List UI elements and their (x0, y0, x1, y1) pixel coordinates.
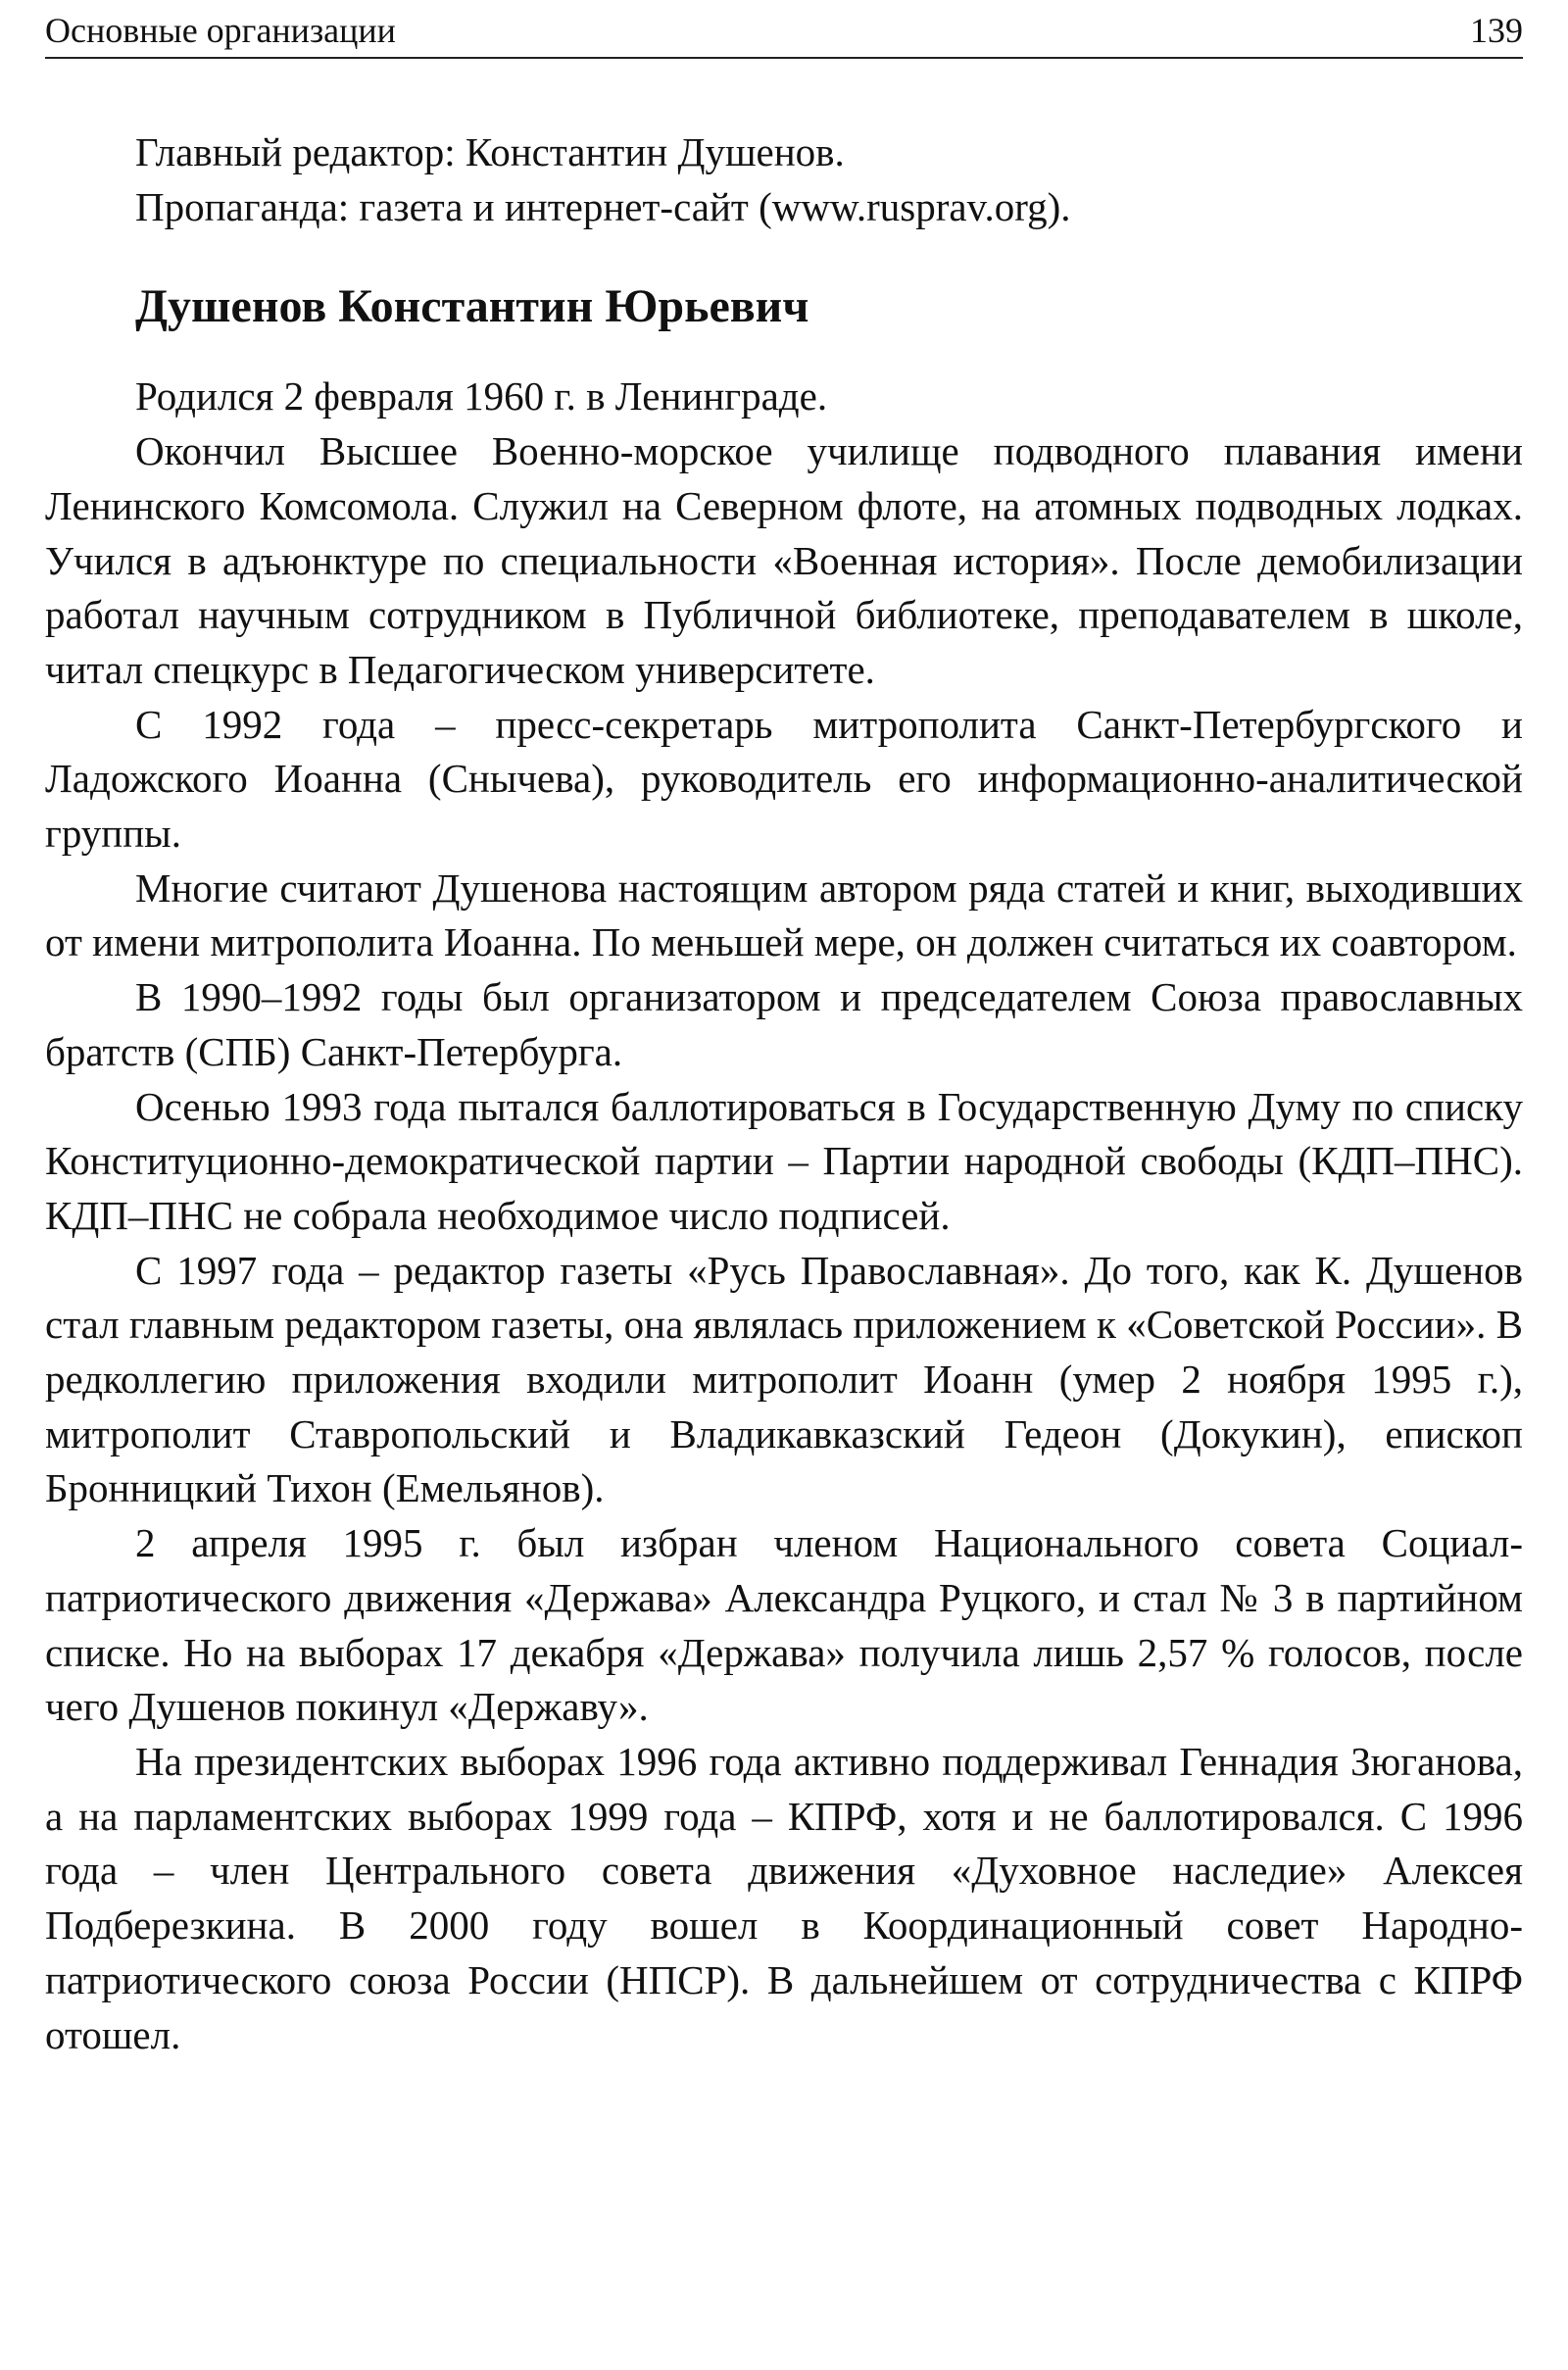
page-number: 139 (1470, 11, 1523, 50)
biography-heading: Душенов Константин Юрьевич (135, 280, 809, 333)
propaganda-line: Пропаганда: газета и интернет-сайт (www.rusprav.org). (135, 183, 1071, 229)
section-title: Основные организации (45, 11, 396, 50)
biography-paragraph: С 1997 года – редактор газеты «Русь Православная». До того, как К. Душенов стал главным редактором газеты, она являлась приложением к «Советской России». В редколлегию приложения входили митрополит Иоанн (умер 2 ноября 1995 г.), митрополит Ставропольский и Владикавказский Гедеон (Докукин), епископ Бронницкий Тихон (Емельянов). (45, 1247, 1523, 1511)
biography-paragraph: В 1990–1992 годы был организатором и председателем Союза православных братств (СПБ) Санкт-Петербурга. (45, 974, 1523, 1074)
running-header (45, 4, 1523, 59)
editor-line: Главный редактор: Константин Душенов. (135, 129, 845, 174)
biography-paragraph: Многие считают Душенова настоящим автором ряда статей и книг, выходивших от имени митрополита Иоанна. По меньшей мере, он должен считаться их соавтором. (45, 864, 1523, 965)
biography-paragraph: Родился 2 февраля 1960 г. в Ленинграде. (135, 373, 828, 420)
biography-paragraph: Осенью 1993 года пытался баллотироваться в Государственную Думу по списку Конституционно-демократической партии – Партии народной свободы (КДП–ПНС). КДП–ПНС не собрала необходимое число подписей. (45, 1083, 1523, 1238)
page-body (45, 125, 1523, 2062)
biography-paragraph: Окончил Высшее Военно-морское училище подводного плавания имени Ленинского Комсомола. Служил на Северном флоте, на атомных подводных лодках. Учился в адъюнктуре по специальности «Военная история». После демобилизации работал научным сотрудником в Публичной библиотеке, преподавателем в школе, читал спецкурс в Педагогическом университете. (45, 428, 1523, 692)
biography-paragraph: 2 апреля 1995 г. был избран членом Национального совета Социал-патриотического движения «Держава» Александра Руцкого, и стал № 3 в партийном списке. Но на выборах 17 декабря «Держава» получила лишь 2,57 % голосов, после чего Душенов покинул «Державу». (45, 1520, 1523, 1730)
biography-paragraph: С 1992 года – пресс-секретарь митрополита Санкт-Петербургского и Ладожского Иоанна (Снычева), руководитель его информационно-аналитической группы. (45, 701, 1523, 857)
biography-paragraph: На президентских выборах 1996 года активно поддерживал Геннадия Зюганова, а на парламентских выборах 1999 года – КПРФ, хотя и не баллотировался. С 1996 года – член Центрального совета движения «Духовное наследие» Алексея Подберезкина. В 2000 году вошел в Координационный совет Народно-патриотического союза России (НПСР). В дальнейшем от сотрудничества с КПРФ отошел. (45, 1738, 1523, 2057)
